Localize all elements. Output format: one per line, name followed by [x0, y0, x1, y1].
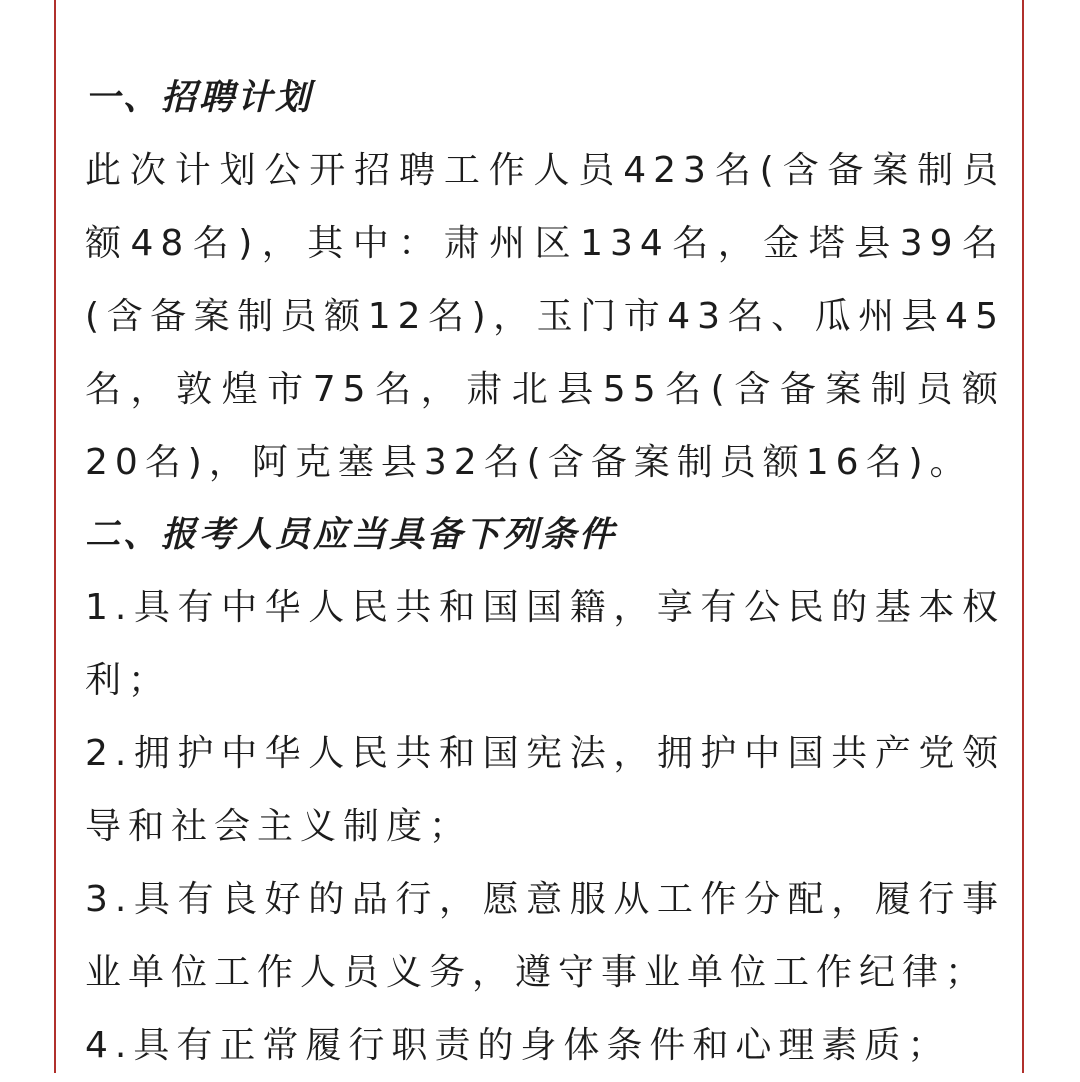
requirement-item-2: 2.拥护中华人民共和国宪法，拥护中国共产党领导和社会主义制度； — [85, 733, 1005, 847]
section-heading-recruitment-plan: 一、招聘计划 — [85, 78, 314, 118]
requirement-item-3: 3.具有良好的品行，愿意服从工作分配，履行事业单位工作人员义务，遵守事业单位工作纪律； — [85, 879, 1005, 993]
section-heading-applicant-requirements: 二、报考人员应当具备下列条件 — [85, 515, 618, 555]
page-frame-right-border — [1022, 0, 1024, 1073]
article-content — [85, 62, 1005, 1082]
requirement-item-4: 4.具有正常履行职责的身体条件和心理素质； — [85, 1025, 951, 1066]
requirement-item-1: 1.具有中华人民共和国国籍，享有公民的基本权利； — [85, 587, 1005, 701]
page-frame-left-border — [54, 0, 56, 1073]
recruitment-plan-paragraph: 此次计划公开招聘工作人员423名(含备案制员额48名)，其中：肃州区134名，金塔县39名(含备案制员额12名)，玉门市43名、瓜州县45名，敦煌市75名，肃北县55名(含备案制员额20名)，阿克塞县32名(含备案制员额16名)。 — [85, 150, 1005, 483]
